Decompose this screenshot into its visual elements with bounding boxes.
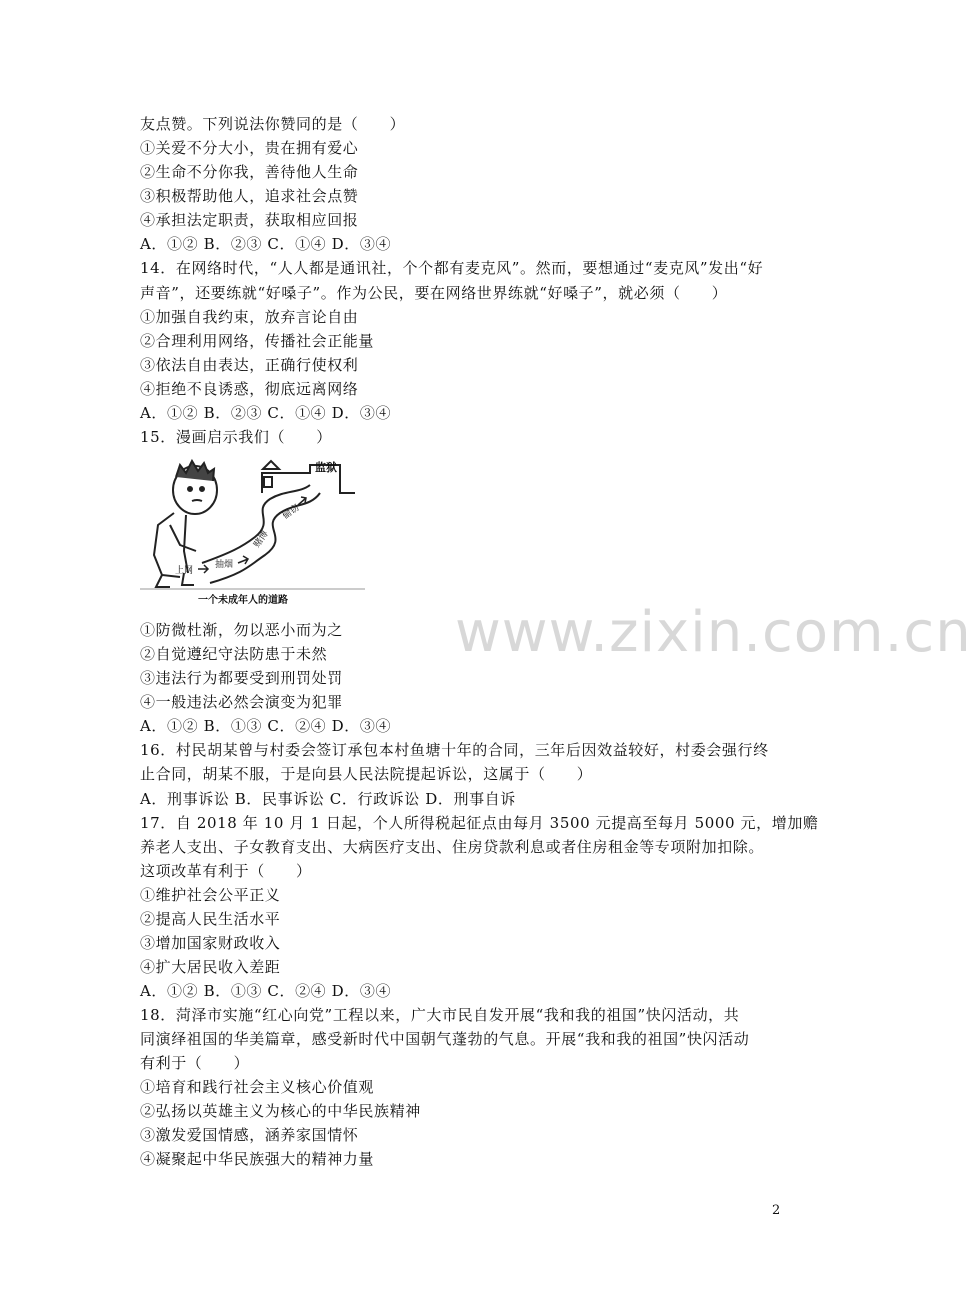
q17-answers: A．①② B．①③ C．②④ D．③④ bbox=[140, 982, 392, 1000]
q16-stem-line2: 止合同，胡某不服，于是向县人民法院提起诉讼，这属于（ ） bbox=[140, 765, 593, 783]
q15-stem: 15．漫画启示我们（ ） bbox=[140, 428, 332, 446]
q15-option-1: ①防微杜渐，勿以恶小而为之 bbox=[140, 621, 343, 639]
q18-stem-line3: 有利于（ ） bbox=[140, 1054, 250, 1072]
q18-option-1: ①培育和践行社会主义核心价值观 bbox=[140, 1078, 375, 1096]
q15-option-2: ②自觉遵纪守法防患于未然 bbox=[140, 645, 328, 663]
q18-option-2: ②弘扬以英雄主义为核心的中华民族精神 bbox=[140, 1102, 421, 1120]
q16-answers: A．刑事诉讼 B．民事诉讼 C．行政诉讼 D．刑事自诉 bbox=[140, 790, 516, 808]
label-steal: 偷窃 bbox=[280, 502, 302, 522]
q17-option-1: ①维护社会公平正义 bbox=[140, 886, 281, 904]
q18-option-4: ④凝聚起中华民族强大的精神力量 bbox=[140, 1150, 375, 1168]
q17-option-2: ②提高人民生活水平 bbox=[140, 910, 281, 928]
house bbox=[263, 461, 279, 469]
label-net: 上网 bbox=[175, 566, 194, 576]
q14-option-4: ④拒绝不良诱惑，彻底远离网络 bbox=[140, 380, 359, 398]
page-number: 2 bbox=[772, 1203, 781, 1218]
q13-option-4: ④承担法定职责，获取相应回报 bbox=[140, 211, 359, 229]
q14-option-3: ③依法自由表达，正确行使权利 bbox=[140, 356, 359, 374]
q17-option-4: ④扩大居民收入差距 bbox=[140, 958, 281, 976]
q13-answers: A．①② B．②③ C．①④ D．③④ bbox=[140, 235, 392, 253]
label-gamble: 赌博 bbox=[252, 529, 271, 550]
q15-answers: A．①② B．①③ C．②④ D．③④ bbox=[140, 717, 392, 735]
q14-answers: A．①② B．②③ C．①④ D．③④ bbox=[140, 404, 392, 422]
q13-option-1: ①关爱不分大小，贵在拥有爱心 bbox=[140, 139, 359, 157]
winding-road-edge bbox=[202, 485, 310, 563]
q14-stem-line1: 14．在网络时代，“人人都是通讯社，个个都有麦克风”。然而，要想通过“麦克风”发出“好 bbox=[140, 259, 764, 277]
q18-option-3: ③激发爱国情感，涵养家国情怀 bbox=[140, 1126, 359, 1144]
cartoon-caption: 一个未成年人的道路 bbox=[198, 595, 288, 606]
q17-stem-line3: 这项改革有利于（ ） bbox=[140, 862, 312, 880]
q13-option-2: ②生命不分你我，善待他人生命 bbox=[140, 163, 359, 181]
q15-option-3: ③违法行为都要受到刑罚处罚 bbox=[140, 669, 343, 687]
q15-option-4: ④一般违法必然会演变为犯罪 bbox=[140, 693, 343, 711]
q14-option-1: ①加强自我约束，放弃言论自由 bbox=[140, 308, 359, 326]
q18-stem-line1: 18．菏泽市实施“红心向党”工程以来，广大市民自发开展“我和我的祖国”快闪活动，共 bbox=[140, 1006, 740, 1024]
q14-option-2: ②合理利用网络，传播社会正能量 bbox=[140, 332, 375, 350]
q17-option-3: ③增加国家财政收入 bbox=[140, 934, 281, 952]
cartoon-illustration bbox=[140, 455, 365, 610]
q16-stem-line1: 16．村民胡某曾与村委会签订承包本村鱼塘十年的合同，三年后因效益较好，村委会强行终 bbox=[140, 741, 769, 759]
q17-stem-line1: 17．自 2018 年 10 月 1 日起，个人所得税起征点由每月 3500 元提高至每月 5000 元，增加赡 bbox=[140, 814, 819, 832]
q14-stem-line2: 声音”，还要练就“好嗓子”。作为公民，要在网络世界练就“好嗓子”，就必须（ ） bbox=[140, 284, 728, 302]
watermark: www.zixin.com.cn bbox=[455, 600, 972, 665]
label-smoke: 抽烟 bbox=[215, 560, 234, 570]
q18-stem-line2: 同演绎祖国的华美篇章，感受新时代中国朝气蓬勃的气息。开展“我和我的祖国”快闪活动 bbox=[140, 1030, 750, 1048]
label-prison: 监狱 bbox=[315, 461, 337, 474]
q13-option-3: ③积极帮助他人，追求社会点赞 bbox=[140, 187, 359, 205]
q13-stem: 友点赞。下列说法你赞同的是（ ） bbox=[140, 115, 406, 133]
q17-stem-line2: 养老人支出、子女教育支出、大病医疗支出、住房贷款利息或者住房租金等专项附加扣除。 bbox=[140, 838, 765, 856]
